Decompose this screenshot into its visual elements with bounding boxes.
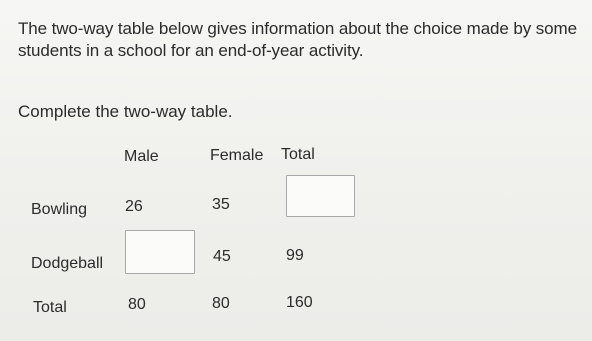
row-label-total: Total — [33, 299, 67, 316]
dodgeball-total-value: 99 — [286, 247, 304, 264]
total-female-value: 80 — [212, 295, 230, 312]
grand-total-value: 160 — [286, 294, 313, 311]
row-label-dodgeball: Dodgeball — [31, 255, 104, 272]
column-header-male: Male — [124, 148, 159, 165]
bowling-male-value: 26 — [125, 198, 143, 215]
dodgeball-female-value: 45 — [213, 248, 231, 265]
total-male-value: 80 — [128, 296, 146, 313]
column-header-total: Total — [281, 146, 315, 163]
row-label-bowling: Bowling — [31, 201, 88, 218]
bowling-female-value: 35 — [212, 196, 230, 213]
dodgeball-male-answer-box[interactable] — [125, 230, 195, 274]
bowling-total-answer-box[interactable] — [286, 175, 355, 217]
instruction-text: Complete the two-way table. — [18, 102, 233, 121]
column-header-female: Female — [210, 147, 264, 164]
question-text: The two-way table below gives information about the choice made by some students in a school for an end-of-year activity. — [18, 19, 577, 60]
